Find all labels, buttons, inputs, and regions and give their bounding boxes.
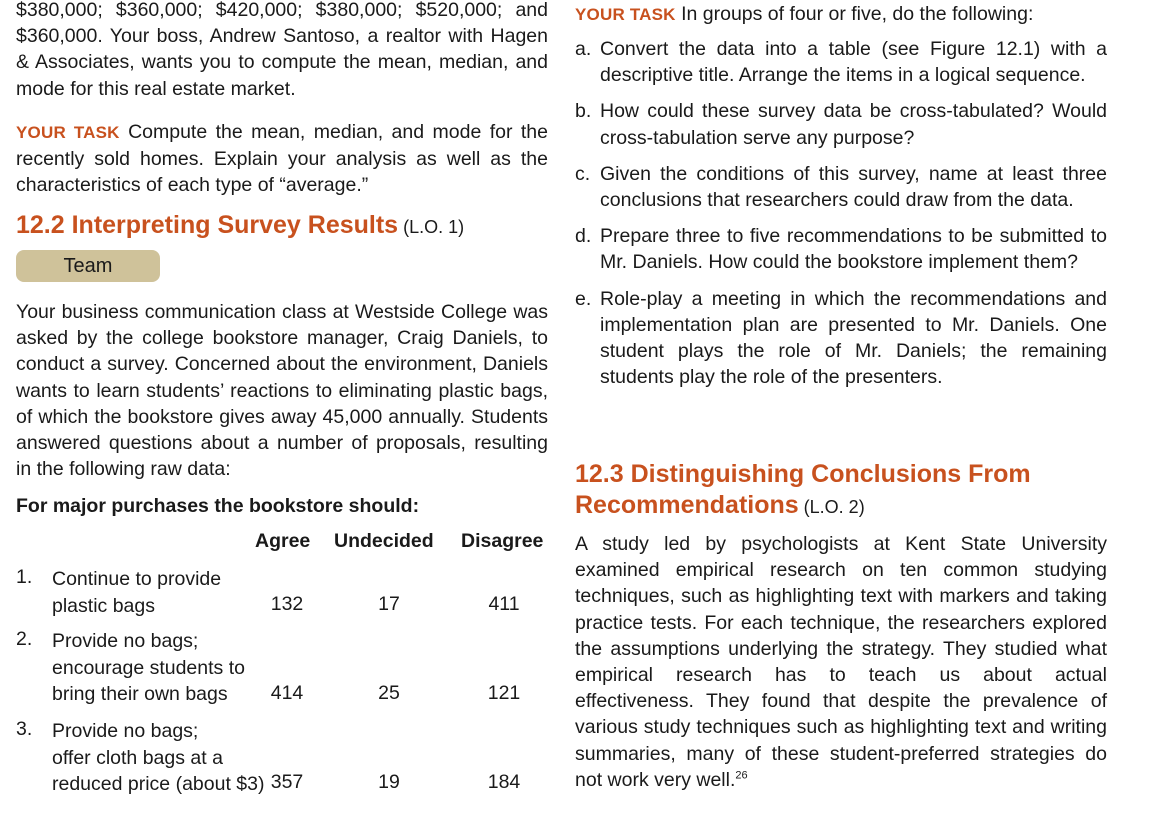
right-task-paragraph	[575, 1, 1107, 28]
list-letter: e.	[575, 287, 592, 310]
cell-undecided: 25	[378, 682, 400, 704]
header-undecided: Undecided	[334, 530, 434, 552]
list-letter: a.	[575, 38, 592, 60]
cell-disagree: 121	[487, 682, 521, 704]
table-title: For major purchases the bookstore should:	[16, 495, 420, 517]
task-label: YOUR TASK	[575, 5, 676, 24]
list-text: Role-play a meeting in which the recommendations and implementation plan are presented to Mr. Daniels. One student plays the role of Mr. Daniels; the remaining students play the role of the presenters.	[600, 287, 1107, 389]
intro-paragraph: $380,000; $360,000; $420,000; $380,000; $520,000; and $360,000. Your boss, Andrew Santoso, a realtor with Hagen & Associates, wants you to compute the mean, median, and mode for this real estate market.	[16, 0, 548, 100]
section-title-12-2	[16, 210, 548, 243]
list-item	[575, 286, 1107, 391]
list-text: Prepare three to five recommendations to be submitted to Mr. Daniels. How could the bookstore implement them?	[600, 225, 1107, 274]
cell-agree: 357	[270, 771, 304, 793]
section-lo: (L.O. 1)	[398, 217, 465, 237]
list-letter: c.	[575, 162, 591, 185]
row-label-line: offer cloth bags at a	[52, 746, 223, 769]
section-title-line1: 12.3 Distinguishing Conclusions From	[575, 460, 1031, 488]
row-label-line: reduced price (about $3)	[52, 773, 265, 795]
header-agree: Agree	[255, 530, 311, 552]
footnote-marker: 26	[735, 769, 748, 782]
section-title-line2: Recommendations	[575, 491, 799, 519]
list-text: How could these survey data be cross-tabulated? Would cross-tabulation serve any purpose?	[600, 100, 1107, 149]
list-letter: d.	[575, 225, 592, 248]
section-lo: (L.O. 2)	[798, 497, 865, 517]
row-label	[52, 566, 221, 619]
task-text: Compute the mean, median, and mode for the recently sold homes. Explain your analysis as well as the characteristics of each type of “average.”	[16, 121, 548, 197]
cell-agree: 414	[270, 682, 304, 704]
team-badge: Team	[16, 250, 160, 282]
row-label-line: plastic bags	[52, 594, 155, 617]
task-label: YOUR TASK	[16, 123, 120, 142]
list-item	[575, 36, 1107, 88]
list-item	[575, 161, 1107, 213]
study-text: A study led by psychologists at Kent State University examined empirical research on ten common studying techniques, such as highlighting text with markers and taking practice tests. For each technique, the researchers explored the assumptions underlying the strategy. They studied what empirical research has to teach us about actual effectiveness. They found that despite the prevalence of various study techniques such as highlighting text and writing summaries, many of these student-preferred strategies do not work very well.	[575, 533, 1107, 791]
row-label-line: encourage students to	[52, 656, 245, 679]
section-title-text: 12.2 Interpreting Survey Results	[16, 211, 399, 239]
row-label-line: Provide no bags;	[52, 720, 199, 742]
study-paragraph	[575, 531, 1107, 793]
row-label	[52, 628, 245, 708]
row-number: 1.	[16, 566, 33, 588]
cell-undecided: 19	[378, 771, 400, 793]
cell-undecided: 17	[378, 593, 400, 615]
cell-disagree: 411	[488, 593, 520, 615]
task-text: In groups of four or five, do the following:	[675, 3, 1034, 25]
section-title-12-3	[575, 459, 1107, 523]
task-paragraph	[16, 119, 548, 199]
row-label-line: Continue to provide	[52, 568, 222, 590]
header-disagree: Disagree	[461, 530, 544, 552]
row-number: 3.	[16, 718, 33, 740]
survey-paragraph: Your business communication class at Westside College was asked by the college bookstore manager, Craig Daniels, to conduct a survey. Concerned about the environment, Daniels wants to learn students’ reactions to eliminating plastic bags, of which the bookstore gives away 45,000 annually. Students answered questions about a number of proposals, resulting in the following raw data:	[16, 301, 548, 481]
list-letter: b.	[575, 100, 592, 123]
row-label-line: Provide no bags;	[52, 630, 199, 652]
row-label-line: bring their own bags	[52, 683, 228, 705]
cell-disagree: 184	[487, 771, 521, 793]
list-text: Given the conditions of this survey, name at least three conclusions that researchers could draw from the data.	[600, 162, 1107, 212]
cell-agree: 132	[270, 593, 304, 615]
list-item	[575, 223, 1107, 275]
list-text: Convert the data into a table (see Figure 12.1) with a descriptive title. Arrange the items in a logical sequence.	[600, 38, 1107, 87]
row-number: 2.	[16, 628, 33, 650]
list-item	[575, 98, 1107, 150]
row-label	[52, 718, 264, 798]
task-list	[575, 36, 1107, 400]
